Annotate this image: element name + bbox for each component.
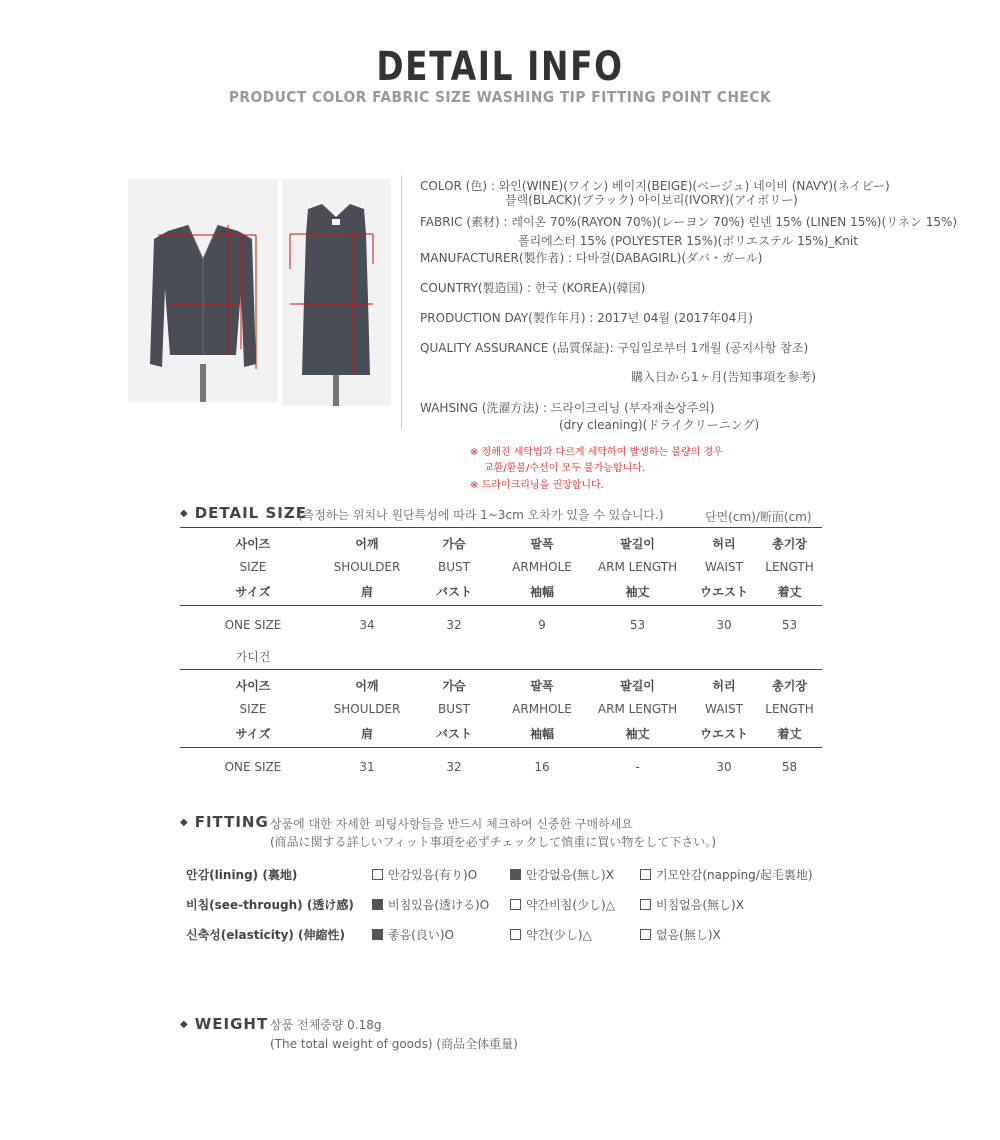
header-cell: ARM LENGTH xyxy=(597,560,678,574)
header-cell: 袖丈 xyxy=(625,584,650,599)
table-cell: ONE SIZE xyxy=(224,618,282,632)
header-cell: WAIST xyxy=(705,702,743,716)
manufacturer-info: MANUFACTURER(製作者) : 다바걸(DABAGIRL)(ダバ・ガール) xyxy=(420,251,763,265)
header-row-ja xyxy=(180,579,822,603)
production-day-info: PRODUCTION DAY(製作年月) : 2017년 04월 (2017年04月) xyxy=(420,311,753,325)
table-cell: 32 xyxy=(446,618,462,632)
lining-option-yes: 안감있음(有り)O xyxy=(372,866,477,883)
table-row xyxy=(180,755,822,779)
weight-value: 상품 전체중량 0.18g xyxy=(270,1018,382,1032)
quality-info-cont: 購入日から1ヶ月(告知事項を参考) xyxy=(631,370,816,384)
washing-info: WAHSING (洗濯方法) : 드라이크리닝 (부자재손상주의) xyxy=(420,401,715,415)
checkbox-icon xyxy=(640,899,651,910)
fitting-title: ◆ FITTING xyxy=(180,813,269,831)
table-cell: 53 xyxy=(629,618,646,632)
checkbox-icon xyxy=(640,869,651,880)
header-cell: 총기장 xyxy=(772,678,807,693)
checkbox-icon xyxy=(510,929,521,940)
header-cell: ウエスト xyxy=(699,584,748,599)
header-cell: 팔길이 xyxy=(620,536,655,551)
quality-info: QUALITY ASSURANCE (品質保証): 구입일로부터 1개월 (공지사항 참조) xyxy=(420,341,809,355)
checkbox-icon xyxy=(640,929,651,940)
elasticity-option-good: 좋음(良い)O xyxy=(372,926,454,943)
checkbox-checked-icon xyxy=(372,899,383,910)
header-cell: 肩 xyxy=(360,584,373,599)
header-cell: LENGTH xyxy=(765,560,814,574)
header-cell: バスト xyxy=(435,726,472,741)
header-row-en xyxy=(180,697,822,721)
header-cell: 가슴 xyxy=(442,678,466,693)
table-cell: 30 xyxy=(716,760,732,774)
header-cell: WAIST xyxy=(705,560,743,574)
header-cell: 가슴 xyxy=(442,536,466,551)
divider xyxy=(401,175,402,430)
header-cell: SIZE xyxy=(239,560,267,574)
table-cell: 9 xyxy=(538,618,546,632)
divider xyxy=(180,669,822,670)
header-cell: サイズ xyxy=(235,726,271,741)
header-cell: LENGTH xyxy=(765,702,814,716)
divider xyxy=(180,605,822,606)
table-cell: 58 xyxy=(781,760,798,774)
header-row-ko xyxy=(180,673,822,697)
diamond-icon: ◆ xyxy=(180,817,189,828)
fabric-info-cont: 폴리에스터 15% (POLYESTER 15%)(ポリエステル 15%)_Knit xyxy=(518,234,858,248)
header-cell: 着丈 xyxy=(777,726,802,741)
checkbox-icon xyxy=(510,899,521,910)
size-table-1 xyxy=(180,531,822,603)
lining-option-no: 안감없음(無し)X xyxy=(510,866,614,883)
elasticity-row: 신축성(elasticity) (伸縮性) xyxy=(186,928,346,942)
see-through-row: 비침(see-through) (透け感) xyxy=(186,898,354,912)
header-cell: 袖丈 xyxy=(625,726,650,741)
fitting-note: 상품에 대한 자세한 피팅사항들을 반드시 체크하여 신중한 구매하세요 xyxy=(270,817,633,831)
washing-warning-cont: 교환/환불/수선이 모두 불가능합니다. xyxy=(484,463,646,474)
header-row-ja xyxy=(180,721,822,745)
header-cell: ARMHOLE xyxy=(512,560,572,574)
header-cell: 袖幅 xyxy=(529,726,554,741)
size-unit: 단면(cm)/断面(cm) xyxy=(705,510,812,524)
table-cell: - xyxy=(635,760,640,774)
size-table-2 xyxy=(180,673,822,745)
diamond-icon: ◆ xyxy=(180,508,189,519)
table-cell: 32 xyxy=(446,760,462,774)
see-through-option-no: 비침없음(無し)X xyxy=(640,896,744,913)
header-cell: 허리 xyxy=(712,536,736,551)
weight-note: (The total weight of goods) (商品全体重量) xyxy=(270,1037,518,1051)
see-through-option-slight: 약간비침(少し)△ xyxy=(510,896,615,913)
header-cell: BUST xyxy=(438,560,470,574)
header-cell: 총기장 xyxy=(772,536,807,551)
header-cell: SIZE xyxy=(239,702,267,716)
header-cell: ARMHOLE xyxy=(512,702,572,716)
header-row-ko xyxy=(180,531,822,555)
checkbox-icon xyxy=(372,869,383,880)
header-cell: ウエスト xyxy=(699,726,748,741)
header-cell: バスト xyxy=(435,584,472,599)
table-cell: 30 xyxy=(716,618,732,632)
header-cell: 팔폭 xyxy=(530,536,554,551)
header-cell: 사이즈 xyxy=(235,536,271,551)
lining-option-napping: 기모안감(napping/起毛裏地) xyxy=(640,866,813,883)
table-cell: 34 xyxy=(359,618,375,632)
header-cell: 어깨 xyxy=(355,678,379,693)
color-info: COLOR (色) : 와인(WINE)(ワイン) 베이지(BEIGE)(ベージュ) 네이비 (NAVY)(ネイビー) xyxy=(420,179,890,193)
table-cell: ONE SIZE xyxy=(224,760,282,774)
page-title: DETAIL INFO xyxy=(376,44,624,90)
checkbox-checked-icon xyxy=(510,869,521,880)
size-table-1-values xyxy=(180,613,822,637)
size-table-2-values xyxy=(180,755,822,779)
table-cell: 53 xyxy=(781,618,798,632)
country-info: COUNTRY(製造国) : 한국 (KOREA)(韓国) xyxy=(420,281,646,295)
elasticity-option-slight: 약간(少し)△ xyxy=(510,926,592,943)
header-cell: 袖幅 xyxy=(529,584,554,599)
header-cell: ARM LENGTH xyxy=(597,702,678,716)
page-subtitle: PRODUCT COLOR FABRIC SIZE WASHING TIP FITTING POINT CHECK xyxy=(228,88,772,106)
header-cell: SHOULDER xyxy=(333,702,401,716)
fitting-note-ja: (商品に関する詳しいフィット事項を必ずチェックして慎重に買い物をして下さい。) xyxy=(270,835,717,849)
header-cell: 어깨 xyxy=(355,536,379,551)
fabric-info: FABRIC (素材) : 레이온 70%(RAYON 70%)(レーヨン 70%) 린넨 15% (LINEN 15%)(リネン 15%) xyxy=(420,215,958,229)
detail-size-note: (측정하는 위치나 원단특성에 따라 1~3cm 오차가 있을 수 있습니다.) xyxy=(298,508,664,522)
weight-title: ◆ WEIGHT xyxy=(180,1015,269,1033)
washing-info-cont: (dry cleaning)(ドライクリーニング) xyxy=(559,418,760,432)
sleeveless-top-photo xyxy=(282,179,391,406)
header-cell: サイズ xyxy=(235,584,271,599)
see-through-option-yes: 비침있음(透ける)O xyxy=(372,896,489,913)
table-cell: 16 xyxy=(534,760,550,774)
elasticity-option-none: 없음(無し)X xyxy=(640,926,721,943)
header-cell: 肩 xyxy=(360,726,373,741)
detail-size-title: ◆ DETAIL SIZE xyxy=(180,504,307,522)
table-cell: 31 xyxy=(359,760,375,774)
color-info-cont: 블랙(BLACK)(ブラック) 아이보리(IVORY)(アイボリー) xyxy=(505,193,798,207)
header-cell: 팔길이 xyxy=(620,678,655,693)
table-row xyxy=(180,613,822,637)
header-row-en xyxy=(180,555,822,579)
header-cell: 허리 xyxy=(712,678,736,693)
dry-clean-recommend: ※ 드라이크리닝을 권장합니다. xyxy=(470,480,604,491)
header-cell: 팔폭 xyxy=(530,678,554,693)
divider xyxy=(180,747,822,748)
header-cell: 着丈 xyxy=(777,584,802,599)
checkbox-checked-icon xyxy=(372,929,383,940)
lining-row: 안감(lining) (裏地) xyxy=(186,868,298,882)
header-cell: SHOULDER xyxy=(333,560,401,574)
cardigan-photo xyxy=(128,179,278,402)
header-cell: 사이즈 xyxy=(235,678,271,693)
diamond-icon: ◆ xyxy=(180,1019,189,1030)
divider xyxy=(180,527,822,528)
washing-warning: ※ 정해진 세탁법과 다르게 세탁하여 발생하는 불량의 경우 xyxy=(470,447,723,458)
header-cell: BUST xyxy=(438,702,470,716)
cardigan-label: 가디건 xyxy=(235,650,271,664)
